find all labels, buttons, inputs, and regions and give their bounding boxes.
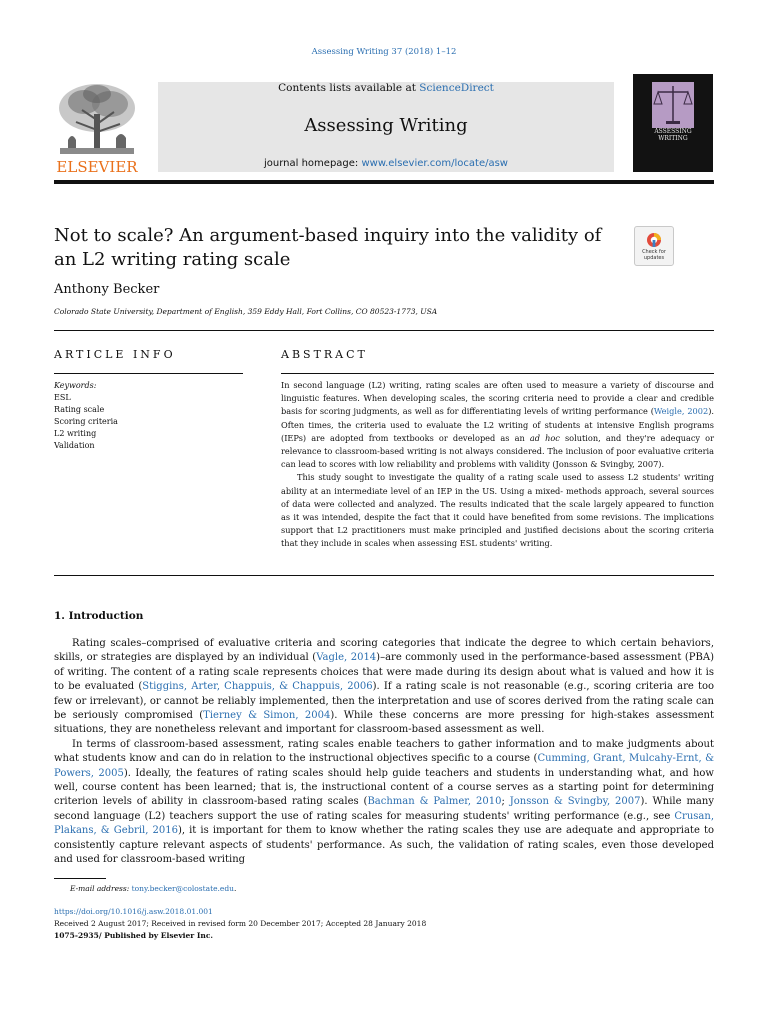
keyword-item: ESL (54, 393, 71, 402)
abstract-text: solution, and they're adequacy or relevance to classroom-based writing is not always considered. The inclusion of poor evaluative criteria can lead to scores with low reliability and problems with validity (Jonsson & Svingby, 2007). (281, 432, 715, 470)
intro-text: ), it is important for them to know whether the rating scales they use are adequate and appropriate to consistently capture relevant aspects of students' performance. As such, the validation of rating scales, even those developed and used for classroom-based writing (54, 825, 714, 866)
keywords-list (54, 380, 118, 452)
intro-text: Rating scales–comprised of evaluative criteria and scoring categories that indicate the degree to which certain behaviors, skills, or strategies are displayed by an individual ( (54, 638, 714, 664)
elsevier-wordmark: ELSEVIER (56, 158, 138, 176)
homepage-link[interactable]: www.elsevier.com/locate/asw (361, 158, 508, 169)
divider (54, 330, 714, 331)
abstract-body (281, 379, 714, 551)
divider (54, 373, 243, 374)
journal-header-box (158, 82, 614, 172)
intro-text: In terms of classroom-based assessment, rating scales enable teachers to gather information and to make judgments about what students know and can do in relation to the instructional objectives specific to a course ( (54, 738, 714, 765)
abstract-text: In second language (L2) writing, rating scales are often used to measure a variety of discourse and linguistic features. When developing scales, the scoring criteria need to provide a clear and credible basis for scoring judgments, as well as for differentiating levels of writing performance ( (281, 380, 714, 417)
homepage-line (158, 158, 614, 169)
elsevier-logo (54, 80, 140, 176)
introduction-body (54, 637, 714, 868)
cover-scales-icon (652, 82, 694, 128)
intro-text: ; (501, 796, 510, 808)
citation-link-bachman[interactable]: Bachman & Palmer, 2010 (367, 796, 502, 808)
intro-text: )–are commonly used in the performance-based assessment (PBA) of writing. The content of a rating scale represents choices that were made during its design about what is valued and how it is to be evaluated ( (54, 652, 714, 693)
abstract-italic-text: ad hoc (529, 432, 560, 443)
article-title: Not to scale? An argument-based inquiry into the validity of an L2 writing rating scale (54, 225, 602, 270)
intro-text: ). While these concerns are more pressing for high-stakes assessment situations, they are nonetheless relevant and important for classroom-based assessment as well. (54, 710, 714, 736)
abstract-text: ). Often times, the criteria used to evaluate the L2 writing of students at intensive English programs (IEPs) are adopted from textbooks or developed as an (281, 406, 714, 443)
journal-name: Assessing Writing (304, 115, 468, 136)
article-info-heading: ARTICLE INFO (54, 348, 176, 361)
sciencedirect-link[interactable]: ScienceDirect (419, 82, 494, 94)
abstract-heading: ABSTRACT (281, 348, 368, 361)
keyword-item: Rating scale (54, 405, 105, 414)
contents-prefix: Contents lists available at (278, 82, 420, 94)
elsevier-tree-icon (54, 80, 140, 176)
email-label: E-mail address: (70, 884, 130, 893)
citation-link-stiggins[interactable]: Stiggins, Arter, Chappuis, & Chappuis, 2006 (142, 681, 373, 693)
email-footnote (70, 884, 236, 893)
citation-link-crusan[interactable]: Crusan, Plakans, & Gebril, 2016 (54, 810, 714, 837)
journal-citation-link[interactable]: Assessing Writing 37 (2018) 1–12 (311, 47, 457, 57)
intro-paragraph-2 (54, 738, 714, 868)
intro-text: ). While many second language (L2) teachers support the use of rating scales for measuring students' writing performance (e.g., see (54, 796, 714, 822)
citation-link-tierney[interactable]: Tierney & Simon, 2004 (203, 710, 331, 722)
intro-text: ). Ideally, the features of rating scales should help guide teachers and students in understanding what, and how well, course content has been learned; that is, the instructional content of a course serves as a starting point for determining criterion levels of ability in classroom-based rating scales ( (54, 767, 714, 808)
citation-link-cumming[interactable]: Cumming, Grant, Mulcahy-Ernt, & Powers, 2005 (54, 753, 714, 779)
journal-cover[interactable] (633, 74, 713, 172)
check-updates-label: Check for updates (642, 249, 666, 261)
intro-paragraph-1 (54, 637, 714, 738)
intro-text: ). If a rating scale is not reasonable (e.g., scoring criteria are too few or irrelevant), or cannot be reliably implemented, then the interpretation and use of scores derived from the rating scale can be seriously compromised ( (54, 681, 715, 722)
keyword-item: Scoring criteria (54, 417, 118, 426)
citation-link-weigle[interactable]: Weigle, 2002 (653, 406, 709, 417)
issn-line: 1075-2935/ Published by Elsevier Inc. (54, 931, 214, 940)
cover-title (633, 128, 713, 142)
header-divider (54, 180, 714, 184)
footnote-divider (54, 878, 106, 879)
email-link[interactable]: tony.becker@colostate.edu (131, 884, 235, 893)
divider (54, 575, 714, 576)
doi-link[interactable]: https://doi.org/10.1016/j.asw.2018.01.001 (54, 907, 213, 916)
received-dates: Received 2 August 2017; Received in revised form 20 December 2017; Accepted 28 January 2018 (54, 919, 427, 928)
cover-title-line1: ASSESSING (654, 128, 692, 135)
cover-title-line2: WRITING (658, 135, 688, 142)
keyword-item: Validation (54, 441, 95, 450)
citation-link-vagle[interactable]: Vagle, 2014 (316, 652, 377, 664)
keywords-label: Keywords: (54, 381, 97, 390)
keyword-item: L2 writing (54, 429, 97, 438)
homepage-prefix: journal homepage: (264, 158, 362, 169)
citation-link-jonsson[interactable]: Jonsson & Svingby, 2007 (509, 796, 641, 808)
email-end: . (234, 884, 237, 893)
contents-line (158, 82, 614, 94)
check-for-updates-button[interactable] (634, 226, 674, 266)
abstract-paragraph-1 (281, 379, 714, 471)
author-affiliation: Colorado State University, Department of English, 359 Eddy Hall, Fort Collins, CO 80523-1773, USA (54, 307, 438, 316)
author-name[interactable]: Anthony Becker (54, 282, 160, 297)
section-heading-introduction: 1. Introduction (54, 610, 144, 622)
divider (281, 373, 714, 374)
check-updates-icon (646, 232, 662, 248)
abstract-paragraph-2: This study sought to investigate the quality of a rating scale used to assess L2 students' writing ability at an intermediate level of an IEP in the US. Using a mixed- methods approach, several sources of data were collected and analyzed. The results indicated that the scale largely appeared to function as it was intended, despite the fact that it could have benefited from some revisions. The implications support that L2 practitioners must make principled and justified decisions about the scoring criteria that they include in scales when assessing ESL students' writing. (281, 472, 714, 549)
